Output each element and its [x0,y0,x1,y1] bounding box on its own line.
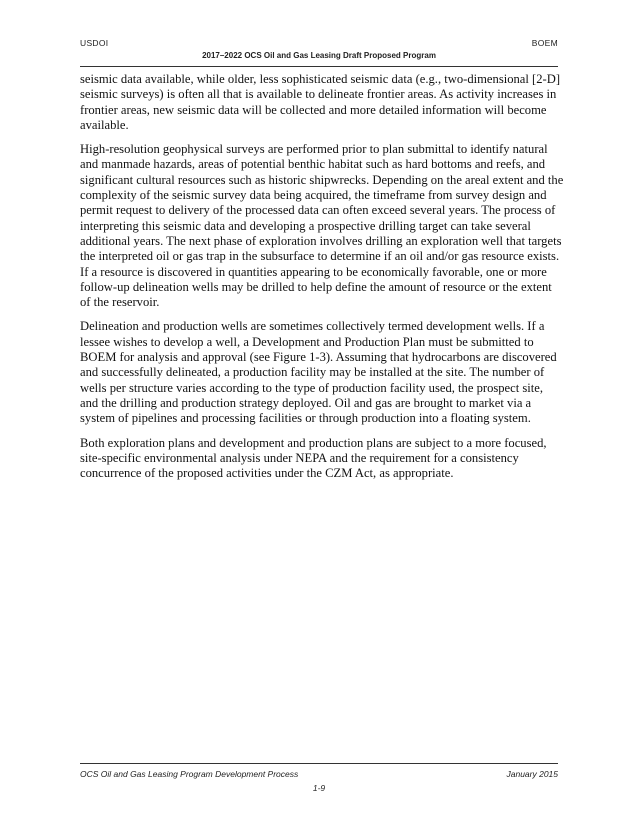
paragraph: High-resolution geophysical surveys are performed prior to plan submittal to identify natural and manmade hazards, areas of potential benthic habitat such as hard bottoms and reefs, and significant cultural resources such as historic shipwrecks. Depending on the areal extent and the complexity of the seismic survey data being acquired, the timeframe from survey design and permit request to delivery of the processed data can often exceed several years. The process of interpreting this seismic data and developing a prospective drilling target can take several additional years. The next phase of exploration involves drilling an exploration well that targets the interpreted oil or gas trap in the subsurface to determine if an oil and/or gas resource exists. If a resource is discovered in quantities appearing to be economically favorable, one or more follow-up delineation wells may be drilled to help define the amount of resource or the extent of the reservoir. [80,142,564,310]
footer-rule [80,763,558,764]
body-text [80,72,564,490]
header-agency: USDOI [80,38,109,48]
paragraph: seismic data available, while older, less sophisticated seismic data (e.g., two-dimensional [2-D] seismic surveys) is often all that is available to delineate frontier areas. As activity increases in frontier areas, new seismic data will be collected and more detailed information will become available. [80,72,561,132]
footer-date: January 2015 [506,769,558,779]
paragraph: Delineation and production wells are sometimes collectively termed development wells. If a lessee wishes to develop a well, a Development and Production Plan must be submitted to BOEM for analysis and approval (see Figure 1-3). Assuming that hydrocarbons are discovered and successfully delineated, a production facility may be installed at the site. The number of wells per structure varies according to the type of production facility used, the prospect site, and the drilling and production strategy deployed. Oil and gas are brought to market via a system of pipelines and processing facilities or through production into a floating system. [80,319,557,426]
header-title: 2017–2022 OCS Oil and Gas Leasing Draft Proposed Program [202,51,436,60]
footer-document-title: OCS Oil and Gas Leasing Program Development Process [80,769,299,779]
page-number: 1-9 [312,783,326,793]
paragraph: Both exploration plans and development and production plans are subject to a more focused, site-specific environmental analysis under NEPA and the requirement for a consistency concurrence of the proposed activities under the CZM Act, as appropriate. [80,435,547,481]
header-rule [80,66,558,67]
header-bureau: BOEM [531,38,558,48]
